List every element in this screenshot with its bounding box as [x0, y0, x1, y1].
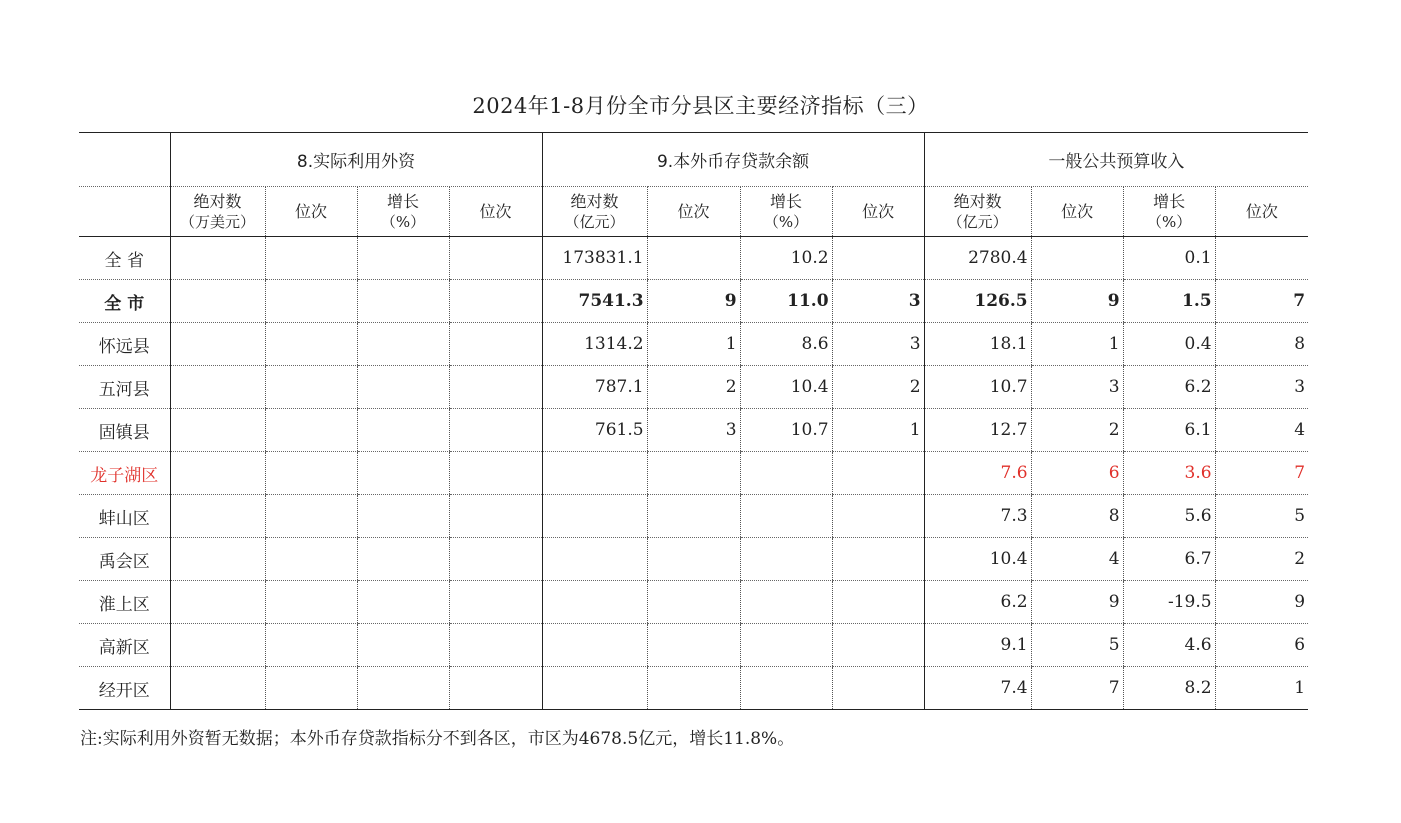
table-cell: 10.4	[740, 366, 832, 409]
table-cell	[542, 667, 647, 710]
table-cell	[449, 237, 542, 280]
table-row	[79, 366, 1308, 409]
column-header-label: 位次	[677, 201, 710, 221]
column-header-unit: （万美元）	[179, 212, 255, 231]
sub-header-row	[79, 187, 1308, 237]
table-cell: 8.2	[1123, 667, 1215, 710]
table-cell	[1031, 237, 1123, 280]
table-cell: 2	[1031, 409, 1123, 452]
table-cell: 3.6	[1123, 452, 1215, 495]
table-cell: 6	[1031, 452, 1123, 495]
region-name: 禹会区	[79, 538, 170, 581]
table-cell: 4	[1031, 538, 1123, 581]
table-cell: 10.7	[740, 409, 832, 452]
table-row	[79, 323, 1308, 366]
table-row	[79, 495, 1308, 538]
table-cell	[449, 452, 542, 495]
table-cell	[357, 452, 449, 495]
column-header	[170, 187, 265, 237]
table-cell	[542, 624, 647, 667]
table-cell	[170, 323, 265, 366]
table-cell: 4.6	[1123, 624, 1215, 667]
table-cell: 5	[1215, 495, 1308, 538]
table-cell	[832, 237, 924, 280]
region-name: 淮上区	[79, 581, 170, 624]
table-cell	[357, 409, 449, 452]
table-cell	[170, 624, 265, 667]
region-name: 怀远县	[79, 323, 170, 366]
table-cell	[170, 495, 265, 538]
column-header-unit: （%）	[763, 212, 809, 231]
table-cell	[265, 538, 357, 581]
column-header	[1123, 187, 1215, 237]
table-cell: 12.7	[924, 409, 1031, 452]
region-name: 全 市	[79, 280, 170, 323]
table-cell: -19.5	[1123, 581, 1215, 624]
table-cell: 7	[1215, 280, 1308, 323]
column-header-label: 位次	[294, 201, 327, 221]
table-cell	[449, 581, 542, 624]
table-cell	[357, 495, 449, 538]
table-cell: 6	[1215, 624, 1308, 667]
table-cell: 11.0	[740, 280, 832, 323]
table-cell: 8	[1215, 323, 1308, 366]
table-cell: 1	[1031, 323, 1123, 366]
corner-cell	[79, 187, 170, 237]
table-cell	[542, 538, 647, 581]
table-cell: 0.1	[1123, 237, 1215, 280]
table-cell: 761.5	[542, 409, 647, 452]
column-header	[832, 187, 924, 237]
table-cell	[832, 581, 924, 624]
table-cell: 6.2	[1123, 366, 1215, 409]
footnote: 注:实际利用外资暂无数据；本外币存贷款指标分不到各区，市区为4678.5亿元，增长11.8%。	[80, 729, 795, 749]
table-cell	[647, 624, 740, 667]
table-cell	[357, 667, 449, 710]
table-cell: 7.6	[924, 452, 1031, 495]
column-header-label: 增长	[386, 191, 419, 211]
column-header-label: 绝对数	[193, 191, 242, 211]
column-header	[1215, 187, 1308, 237]
table-cell: 1	[832, 409, 924, 452]
column-header-label: 增长	[1153, 191, 1186, 211]
table-cell	[170, 237, 265, 280]
table-cell	[170, 280, 265, 323]
table-cell	[542, 581, 647, 624]
table-cell: 3	[832, 280, 924, 323]
table-cell: 8.6	[740, 323, 832, 366]
table-cell: 3	[832, 323, 924, 366]
group-header-deposits-loans: 9.本外币存贷款余额	[542, 133, 924, 187]
table-cell	[740, 495, 832, 538]
group-header-budget-revenue: 一般公共预算收入	[924, 133, 1308, 187]
table-cell: 2	[832, 366, 924, 409]
column-header	[265, 187, 357, 237]
table-cell	[170, 538, 265, 581]
region-name: 五河县	[79, 366, 170, 409]
table-cell	[740, 667, 832, 710]
table-cell: 173831.1	[542, 237, 647, 280]
column-header	[449, 187, 542, 237]
column-header-unit: （亿元）	[947, 212, 1008, 231]
table-row	[79, 280, 1308, 323]
table-cell	[357, 237, 449, 280]
table-cell	[449, 495, 542, 538]
table-cell	[265, 667, 357, 710]
column-header-label: 位次	[1061, 201, 1094, 221]
table-cell	[449, 409, 542, 452]
table-cell	[449, 538, 542, 581]
table-cell: 2780.4	[924, 237, 1031, 280]
table-cell: 6.2	[924, 581, 1031, 624]
table-cell: 10.7	[924, 366, 1031, 409]
column-header-label: 位次	[862, 201, 895, 221]
table-cell	[832, 624, 924, 667]
table-cell	[832, 538, 924, 581]
table-cell: 2	[647, 366, 740, 409]
table-cell	[832, 495, 924, 538]
column-header-label: 位次	[1245, 201, 1278, 221]
economic-indicators-table	[79, 132, 1308, 710]
region-name: 高新区	[79, 624, 170, 667]
table-cell	[647, 538, 740, 581]
table-cell	[170, 409, 265, 452]
table-cell: 9	[1031, 280, 1123, 323]
table-cell: 6.1	[1123, 409, 1215, 452]
table-cell: 5.6	[1123, 495, 1215, 538]
table-cell: 18.1	[924, 323, 1031, 366]
table-cell: 9.1	[924, 624, 1031, 667]
region-name: 蚌山区	[79, 495, 170, 538]
table-cell	[740, 538, 832, 581]
table-cell	[265, 624, 357, 667]
table-cell	[542, 495, 647, 538]
table-cell	[647, 452, 740, 495]
table-cell	[170, 667, 265, 710]
table-cell	[832, 452, 924, 495]
table-row	[79, 237, 1308, 280]
table-cell	[265, 323, 357, 366]
column-header	[740, 187, 832, 237]
table-row	[79, 581, 1308, 624]
table-cell: 3	[1215, 366, 1308, 409]
region-name: 全 省	[79, 237, 170, 280]
column-header-label: 位次	[479, 201, 512, 221]
table-cell: 5	[1031, 624, 1123, 667]
table-cell: 6.7	[1123, 538, 1215, 581]
column-header-label: 绝对数	[953, 191, 1002, 211]
column-header	[542, 187, 647, 237]
table-cell	[449, 667, 542, 710]
table-cell	[740, 581, 832, 624]
table-row	[79, 624, 1308, 667]
table-cell: 1.5	[1123, 280, 1215, 323]
table-cell	[449, 366, 542, 409]
table-cell: 7.3	[924, 495, 1031, 538]
table-cell	[265, 495, 357, 538]
table-cell: 3	[1031, 366, 1123, 409]
table-cell	[740, 452, 832, 495]
table-cell: 10.4	[924, 538, 1031, 581]
table-cell	[170, 581, 265, 624]
table-cell: 7	[1031, 667, 1123, 710]
table-cell	[449, 323, 542, 366]
corner-cell	[79, 133, 170, 187]
table-cell: 10.2	[740, 237, 832, 280]
table-cell: 7	[1215, 452, 1308, 495]
table-cell	[265, 237, 357, 280]
table-cell: 787.1	[542, 366, 647, 409]
table-cell	[170, 452, 265, 495]
table-cell: 1	[647, 323, 740, 366]
table-cell	[1215, 237, 1308, 280]
column-header-unit: （亿元）	[564, 212, 625, 231]
region-name: 经开区	[79, 667, 170, 710]
table-cell: 8	[1031, 495, 1123, 538]
table-cell	[357, 581, 449, 624]
table-cell	[832, 667, 924, 710]
table-cell	[265, 409, 357, 452]
table-cell	[647, 237, 740, 280]
table-cell: 2	[1215, 538, 1308, 581]
table-cell	[357, 366, 449, 409]
table-cell: 1	[1215, 667, 1308, 710]
table-cell	[449, 624, 542, 667]
table-cell: 9	[1031, 581, 1123, 624]
column-header	[924, 187, 1031, 237]
table-cell: 9	[1215, 581, 1308, 624]
table-cell	[357, 624, 449, 667]
table-cell	[357, 323, 449, 366]
region-name: 龙子湖区	[79, 452, 170, 495]
table-cell: 1314.2	[542, 323, 647, 366]
table-cell	[449, 280, 542, 323]
table-cell: 3	[647, 409, 740, 452]
table-cell	[265, 280, 357, 323]
table-cell	[265, 452, 357, 495]
table-row	[79, 538, 1308, 581]
column-header	[1031, 187, 1123, 237]
column-header-unit: （%）	[380, 212, 426, 231]
column-header	[357, 187, 449, 237]
column-header	[647, 187, 740, 237]
group-header-row	[79, 133, 1308, 187]
table-row	[79, 409, 1308, 452]
table-cell	[357, 538, 449, 581]
table-cell	[170, 366, 265, 409]
table-cell	[542, 452, 647, 495]
table-cell: 7.4	[924, 667, 1031, 710]
column-header-label: 增长	[770, 191, 803, 211]
table-cell	[647, 495, 740, 538]
region-name: 固镇县	[79, 409, 170, 452]
table-cell: 7541.3	[542, 280, 647, 323]
table-row	[79, 667, 1308, 710]
group-header-foreign-investment: 8.实际利用外资	[170, 133, 542, 187]
table-row	[79, 452, 1308, 495]
table-cell	[647, 667, 740, 710]
table-cell	[265, 366, 357, 409]
table-cell	[647, 581, 740, 624]
column-header-unit: （%）	[1146, 212, 1192, 231]
column-header-label: 绝对数	[570, 191, 619, 211]
table-cell	[357, 280, 449, 323]
table-cell: 4	[1215, 409, 1308, 452]
table-cell: 0.4	[1123, 323, 1215, 366]
table-title: 2024年1-8月份全市分县区主要经济指标（三）	[472, 94, 929, 118]
table-cell: 126.5	[924, 280, 1031, 323]
table-cell	[265, 581, 357, 624]
table-cell: 9	[647, 280, 740, 323]
table-cell	[740, 624, 832, 667]
